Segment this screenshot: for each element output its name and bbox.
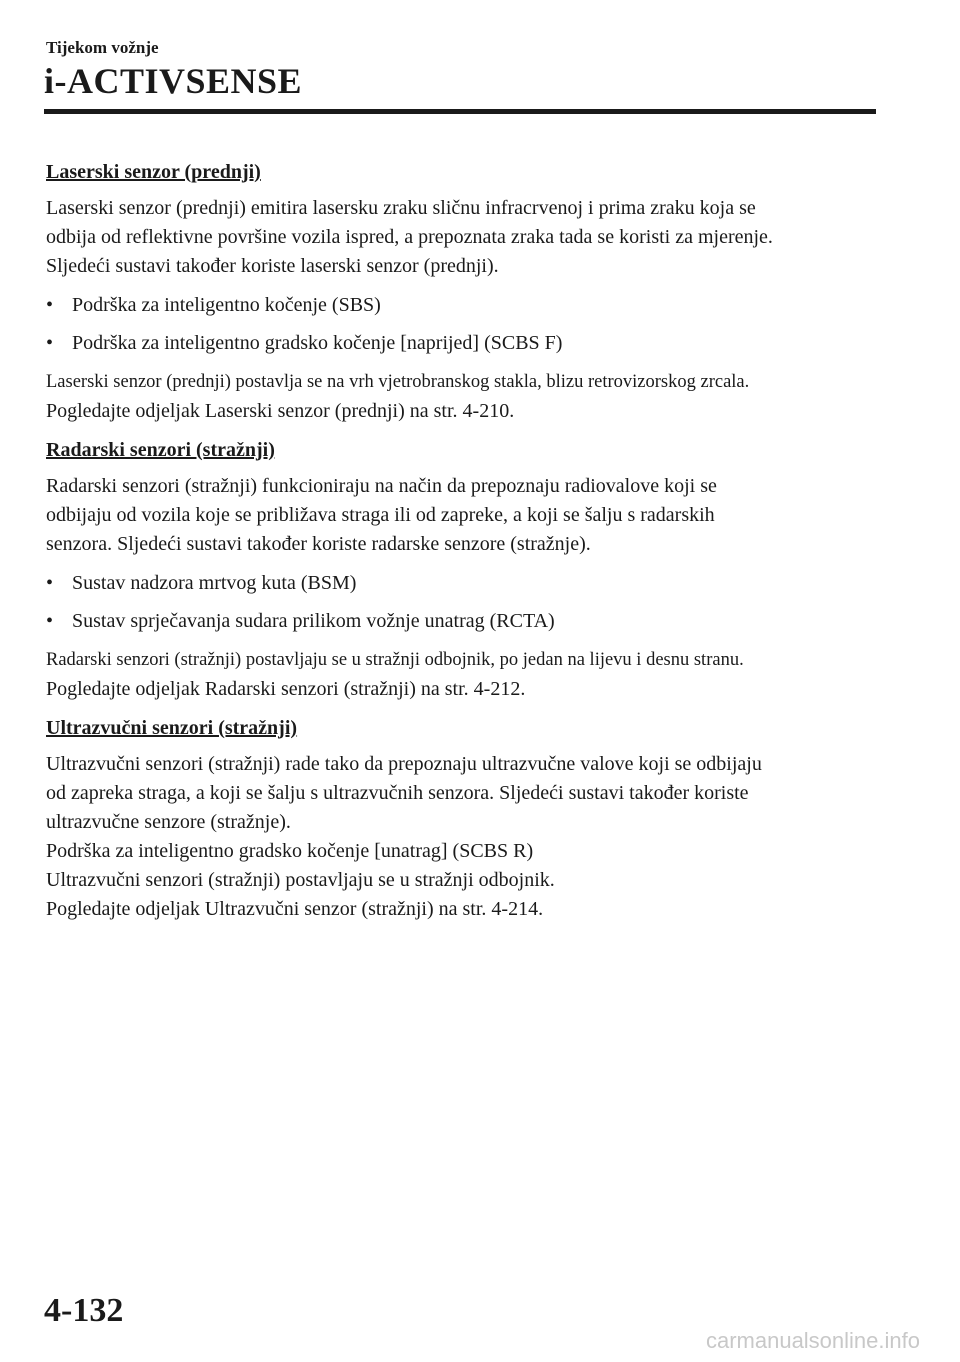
list-item [46, 291, 886, 320]
text-line: Laserski senzor (prednji) emitira lasersku zraku sličnu infracrvenoj i prima zraku koja se [46, 197, 756, 219]
section-intro [46, 750, 886, 924]
section-laser-sensor [46, 158, 886, 426]
bullet-icon: • [46, 294, 54, 316]
page-reference: Pogledajte odjeljak Laserski senzor (prednji) na str. 4-210. [46, 400, 515, 422]
page-reference: Pogledajte odjeljak Radarski senzori (stražnji) na str. 4-212. [46, 678, 526, 700]
section-heading: Radarski senzori (stražnji) [46, 439, 275, 461]
text-line: senzora. Sljedeći sustavi također koriste radarske senzore (stražnje). [46, 533, 591, 555]
text-line: Radarski senzori (stražnji) postavljaju se u stražnji odbojnik, po jedan na lijevu i desnu stranu. [46, 650, 744, 670]
text-line: ultrazvučne senzore (stražnje). [46, 811, 291, 833]
section-radar-sensors [46, 436, 886, 704]
list-item [46, 607, 886, 636]
list-item-text: Sustav sprječavanja sudara prilikom vožnje unatrag (RCTA) [72, 610, 555, 632]
text-line: Sljedeći sustavi također koriste laserski senzor (prednji). [46, 255, 499, 277]
bullet-list [46, 569, 886, 636]
text-line: odbija od reflektivne površine vozila ispred, a prepoznata zraka tada se koristi za mjerenje. [46, 226, 773, 248]
section-heading: Laserski senzor (prednji) [46, 161, 261, 183]
section-outro [46, 368, 886, 426]
list-item-text: Podrška za inteligentno gradsko kočenje [naprijed] (SCBS F) [72, 332, 563, 354]
page-number: 4-132 [44, 1292, 124, 1329]
bullet-list [46, 291, 886, 358]
text-line: Laserski senzor (prednji) postavlja se na vrh vjetrobranskog stakla, blizu retrovizorskog zrcala. [46, 372, 750, 392]
text-line: Ultrazvučni senzori (stražnji) rade tako da prepoznaju ultrazvučne valove koji se odbijaju [46, 753, 762, 775]
list-item-text: Sustav nadzora mrtvog kuta (BSM) [72, 572, 357, 594]
section-ultrasonic-sensors [46, 714, 886, 924]
section-intro [46, 194, 886, 281]
header-rule [44, 109, 876, 114]
section-heading: Ultrazvučni senzori (stražnji) [46, 717, 298, 739]
chapter-label: Tijekom vožnje [46, 38, 159, 57]
page-title: i-ACTIVSENSE [44, 61, 303, 101]
list-item-text: Podrška za inteligentno kočenje (SBS) [72, 294, 381, 316]
text-line: Radarski senzori (stražnji) funkcioniraju na način da prepoznaju radiovalove koji se [46, 475, 717, 497]
list-item [46, 329, 886, 358]
text-line: odbijaju od vozila koje se približava straga ili od zapreke, a koji se šalju s radarskih [46, 504, 715, 526]
text-line: Podrška za inteligentno gradsko kočenje [unatrag] (SCBS R) [46, 840, 534, 862]
section-intro [46, 472, 886, 559]
page-content [46, 158, 886, 934]
bullet-icon: • [46, 572, 54, 594]
text-line: od zapreka straga, a koji se šalju s ultrazvučnih senzora. Sljedeći sustavi također koriste [46, 782, 749, 804]
list-item [46, 569, 886, 598]
bullet-icon: • [46, 610, 54, 632]
watermark: carmanualsonline.info [705, 1328, 920, 1353]
page-reference: Pogledajte odjeljak Ultrazvučni senzor (stražnji) na str. 4-214. [46, 898, 544, 920]
text-line: Ultrazvučni senzori (stražnji) postavljaju se u stražnji odbojnik. [46, 869, 555, 891]
bullet-icon: • [46, 332, 54, 354]
section-outro [46, 646, 886, 704]
